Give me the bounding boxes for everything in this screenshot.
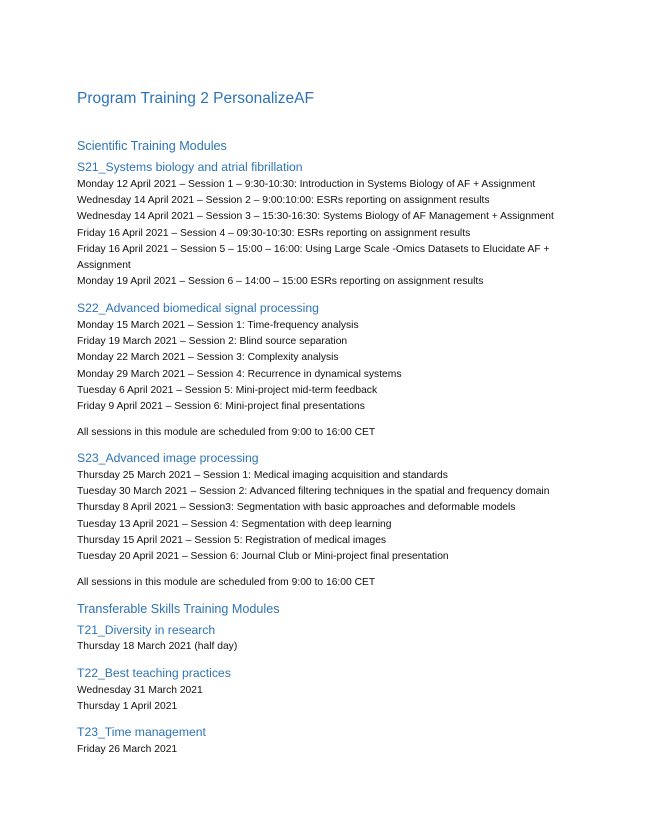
date-item: Wednesday 31 March 2021: [77, 685, 203, 696]
module-heading-t23: T23_Time management: [77, 725, 206, 739]
t23-date-list: [77, 742, 637, 758]
session-item: Thursday 8 April 2021 – Session3: Segmentation with basic approaches and deformable models: [77, 502, 516, 514]
module-heading-t22: T22_Best teaching practices: [77, 666, 231, 680]
t21-date-list: [77, 639, 637, 655]
transferable-modules-heading: Transferable Skills Training Modules: [77, 602, 280, 616]
session-item: Wednesday 14 April 2021 – Session 3 – 15:30-16:30: Systems Biology of AF Management + Assignment: [77, 211, 554, 223]
date-item: Thursday 1 April 2021: [77, 701, 178, 713]
module-heading-s22: S22_Advanced biomedical signal processing: [77, 301, 319, 315]
session-item: Friday 16 April 2021 – Session 5 – 15:00 – 16:00: Using Large Scale -Omics Datasets to Elucidate AF + Assignment: [77, 243, 550, 272]
document-title: Program Training 2 PersonalizeAF: [77, 90, 314, 107]
session-item: Monday 29 March 2021 – Session 4: Recurrence in dynamical systems: [77, 368, 402, 380]
scientific-modules-heading: Scientific Training Modules: [77, 139, 227, 153]
s22-schedule-note: All sessions in this module are scheduled from 9:00 to 16:00 CET: [77, 427, 376, 438]
session-item: Thursday 15 April 2021 – Session 5: Registration of medical images: [77, 534, 387, 546]
s23-session-list: [77, 468, 637, 565]
session-item: Tuesday 30 March 2021 – Session 2: Advanced filtering techniques in the spatial and frequency domain: [77, 486, 550, 498]
session-item: Tuesday 6 April 2021 – Session 5: Mini-project mid-term feedback: [77, 384, 378, 396]
session-item: Thursday 25 March 2021 – Session 1: Medical imaging acquisition and standards: [77, 470, 448, 481]
s21-session-list: [77, 177, 637, 290]
session-item: Monday 15 March 2021 – Session 1: Time-frequency analysis: [77, 320, 359, 331]
date-item: Friday 26 March 2021: [77, 744, 178, 755]
module-heading-t21: T21_Diversity in research: [77, 623, 216, 637]
session-item: Tuesday 13 April 2021 – Session 4: Segmentation with deep learning: [77, 518, 392, 530]
session-item: Monday 19 April 2021 – Session 6 – 14:00 – 15:00 ESRs reporting on assignment results: [77, 276, 484, 288]
session-item: Tuesday 20 April 2021 – Session 6: Journal Club or Mini-project final presentation: [77, 551, 449, 563]
t22-date-list: [77, 683, 637, 715]
session-item: Friday 16 April 2021 – Session 4 – 09:30-10:30: ESRs reporting on assignment results: [77, 227, 471, 239]
s23-schedule-note: All sessions in this module are scheduled from 9:00 to 16:00 CET: [77, 577, 376, 588]
module-heading-s21: S21_Systems biology and atrial fibrillation: [77, 160, 303, 174]
module-heading-s23: S23_Advanced image processing: [77, 451, 259, 465]
session-item: Monday 12 April 2021 – Session 1 – 9:30-10:30: Introduction in Systems Biology of AF + Assignment: [77, 179, 536, 190]
session-item: Monday 22 March 2021 – Session 3: Complexity analysis: [77, 352, 339, 364]
session-item: Wednesday 14 April 2021 – Session 2 – 9:00:10:00: ESRs reporting on assignment results: [77, 195, 490, 207]
s22-session-list: [77, 318, 637, 415]
session-item: Friday 9 April 2021 – Session 6: Mini-project final presentations: [77, 401, 365, 413]
date-item: Thursday 18 March 2021 (half day): [77, 641, 238, 652]
session-item: Friday 19 March 2021 – Session 2: Blind source separation: [77, 336, 348, 348]
